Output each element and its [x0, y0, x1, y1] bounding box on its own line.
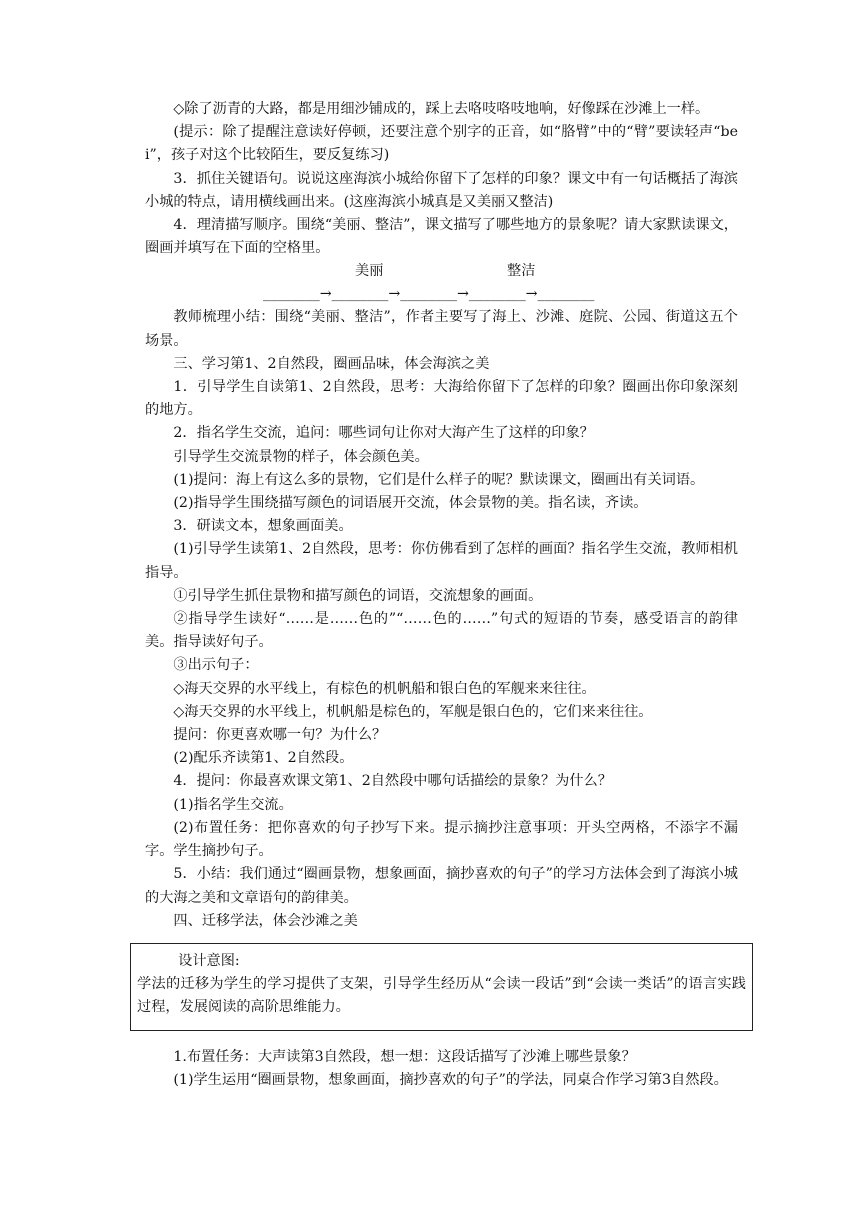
flow-label-beautiful: 美丽: [355, 263, 384, 280]
design-intent-title: 设计意图:: [178, 952, 240, 969]
fill-in-sequence: [145, 260, 738, 306]
paragraph: (提示：除了提醒注意读好停顿，还要注意个别字的正音，如“胳臂”中的“臂”要读轻声“bei”，孩子对这个比较陌生，要反复练习): [145, 124, 738, 164]
section-heading: 四、迁移学法，体会沙滩之美: [173, 912, 358, 929]
paragraph: ◇海天交界的水平线上，机帆船是棕色的，军舰是银白色的，它们来来往往。: [173, 703, 653, 720]
paragraph: (1)引导学生读第1、2自然段，思考：你仿佛看到了怎样的画面？指名学生交流，教师相机指导。: [145, 541, 738, 581]
paragraph: 4．理清描写顺序。围绕“美丽、整洁”，课文描写了哪些地方的景象呢？请大家默读课文，圈画并填写在下面的空格里。: [145, 217, 738, 257]
text-column: [137, 98, 746, 1092]
paragraph: (1)学生运用“圈画景物，想象画面，摘抄喜欢的句子”的学法，同桌合作学习第3自然段。: [173, 1071, 728, 1088]
paragraph: ◇除了沥青的大路，都是用细沙铺成的，踩上去咯吱咯吱地响，好像踩在沙滩上一样。: [173, 101, 710, 117]
paragraph: ②指导学生读好“……是……色的”“……色的……”句式的短语的节奏，感受语言的韵律美。指导读好句子。: [145, 611, 738, 651]
paragraph: 5．小结：我们通过“圈画景物，想象画面，摘抄喜欢的句子”的学习方法体会到了海滨小城的大海之美和文章语句的韵律美。: [145, 866, 738, 906]
paragraph: 教师梳理小结：围绕“美丽、整洁”，作者主要写了海上、沙滩、庭院、公园、街道这五个场景。: [145, 309, 738, 349]
paragraph: ③出示句子：: [173, 657, 259, 674]
design-intent-box: [130, 943, 753, 1031]
blank-arrow-sequence: ________→________→________→________→________: [263, 286, 595, 303]
paragraph: (1)指名学生交流。: [173, 796, 293, 813]
paragraph: ①引导学生抓住景物和描写颜色的词语，交流想象的画面。: [173, 587, 543, 604]
flow-label-tidy: 整洁: [507, 263, 536, 280]
section-heading: 三、学习第1、2自然段，圈画品味，体会海滨之美: [173, 355, 490, 372]
paragraph: 2．指名学生交流，追问：哪些词句让你对大海产生了这样的印象？: [173, 425, 594, 442]
paragraph: 3．研读文本，想象画面美。: [173, 518, 353, 535]
paragraph: 引导学生交流景物的样子，体会颜色美。: [173, 448, 429, 465]
paragraph: 1．引导学生自读第1、2自然段，思考：大海给你留下了怎样的印象？圈画出你印象深刻的地方。: [145, 379, 738, 419]
paragraph: 4．提问：你最喜欢课文第1、2自然段中哪句话描绘的景象？为什么？: [173, 773, 612, 790]
paragraph: 提问：你更喜欢哪一句？为什么？: [173, 727, 387, 744]
paragraph: (1)提问：海上有这么多的景物，它们是什么样子的呢？默读课文，圈画出有关词语。: [173, 471, 705, 488]
design-intent-body: 学法的迁移为学生的学习提供了支架，引导学生经历从“会读一段话”到“会读一类话”的语言实践过程，发展阅读的高阶思维能力。: [137, 976, 746, 1016]
paragraph: (2)指导学生围绕描写颜色的词语展开交流，体会景物的美。指名读，齐读。: [173, 495, 648, 512]
paragraph: (2)配乐齐读第1、2自然段。: [173, 750, 354, 767]
paragraph: ◇海天交界的水平线上，有棕色的机帆船和银白色的军舰来来往往。: [173, 680, 596, 697]
paragraph: 1.布置任务：大声读第3自然段，想一想：这段话描写了沙滩上哪些景象？: [173, 1048, 636, 1065]
paragraph: (2)布置任务：把你喜欢的句子抄写下来。提示摘抄注意事项：开头空两格，不添字不漏字。学生摘抄句子。: [145, 819, 738, 860]
paragraph: 3．抓住关键语句。说说这座海滨小城给你留下了怎样的印象？课文中有一句话概括了海滨小城的特点，请用横线画出来。(这座海滨小城真是又美丽又整洁): [145, 170, 738, 210]
